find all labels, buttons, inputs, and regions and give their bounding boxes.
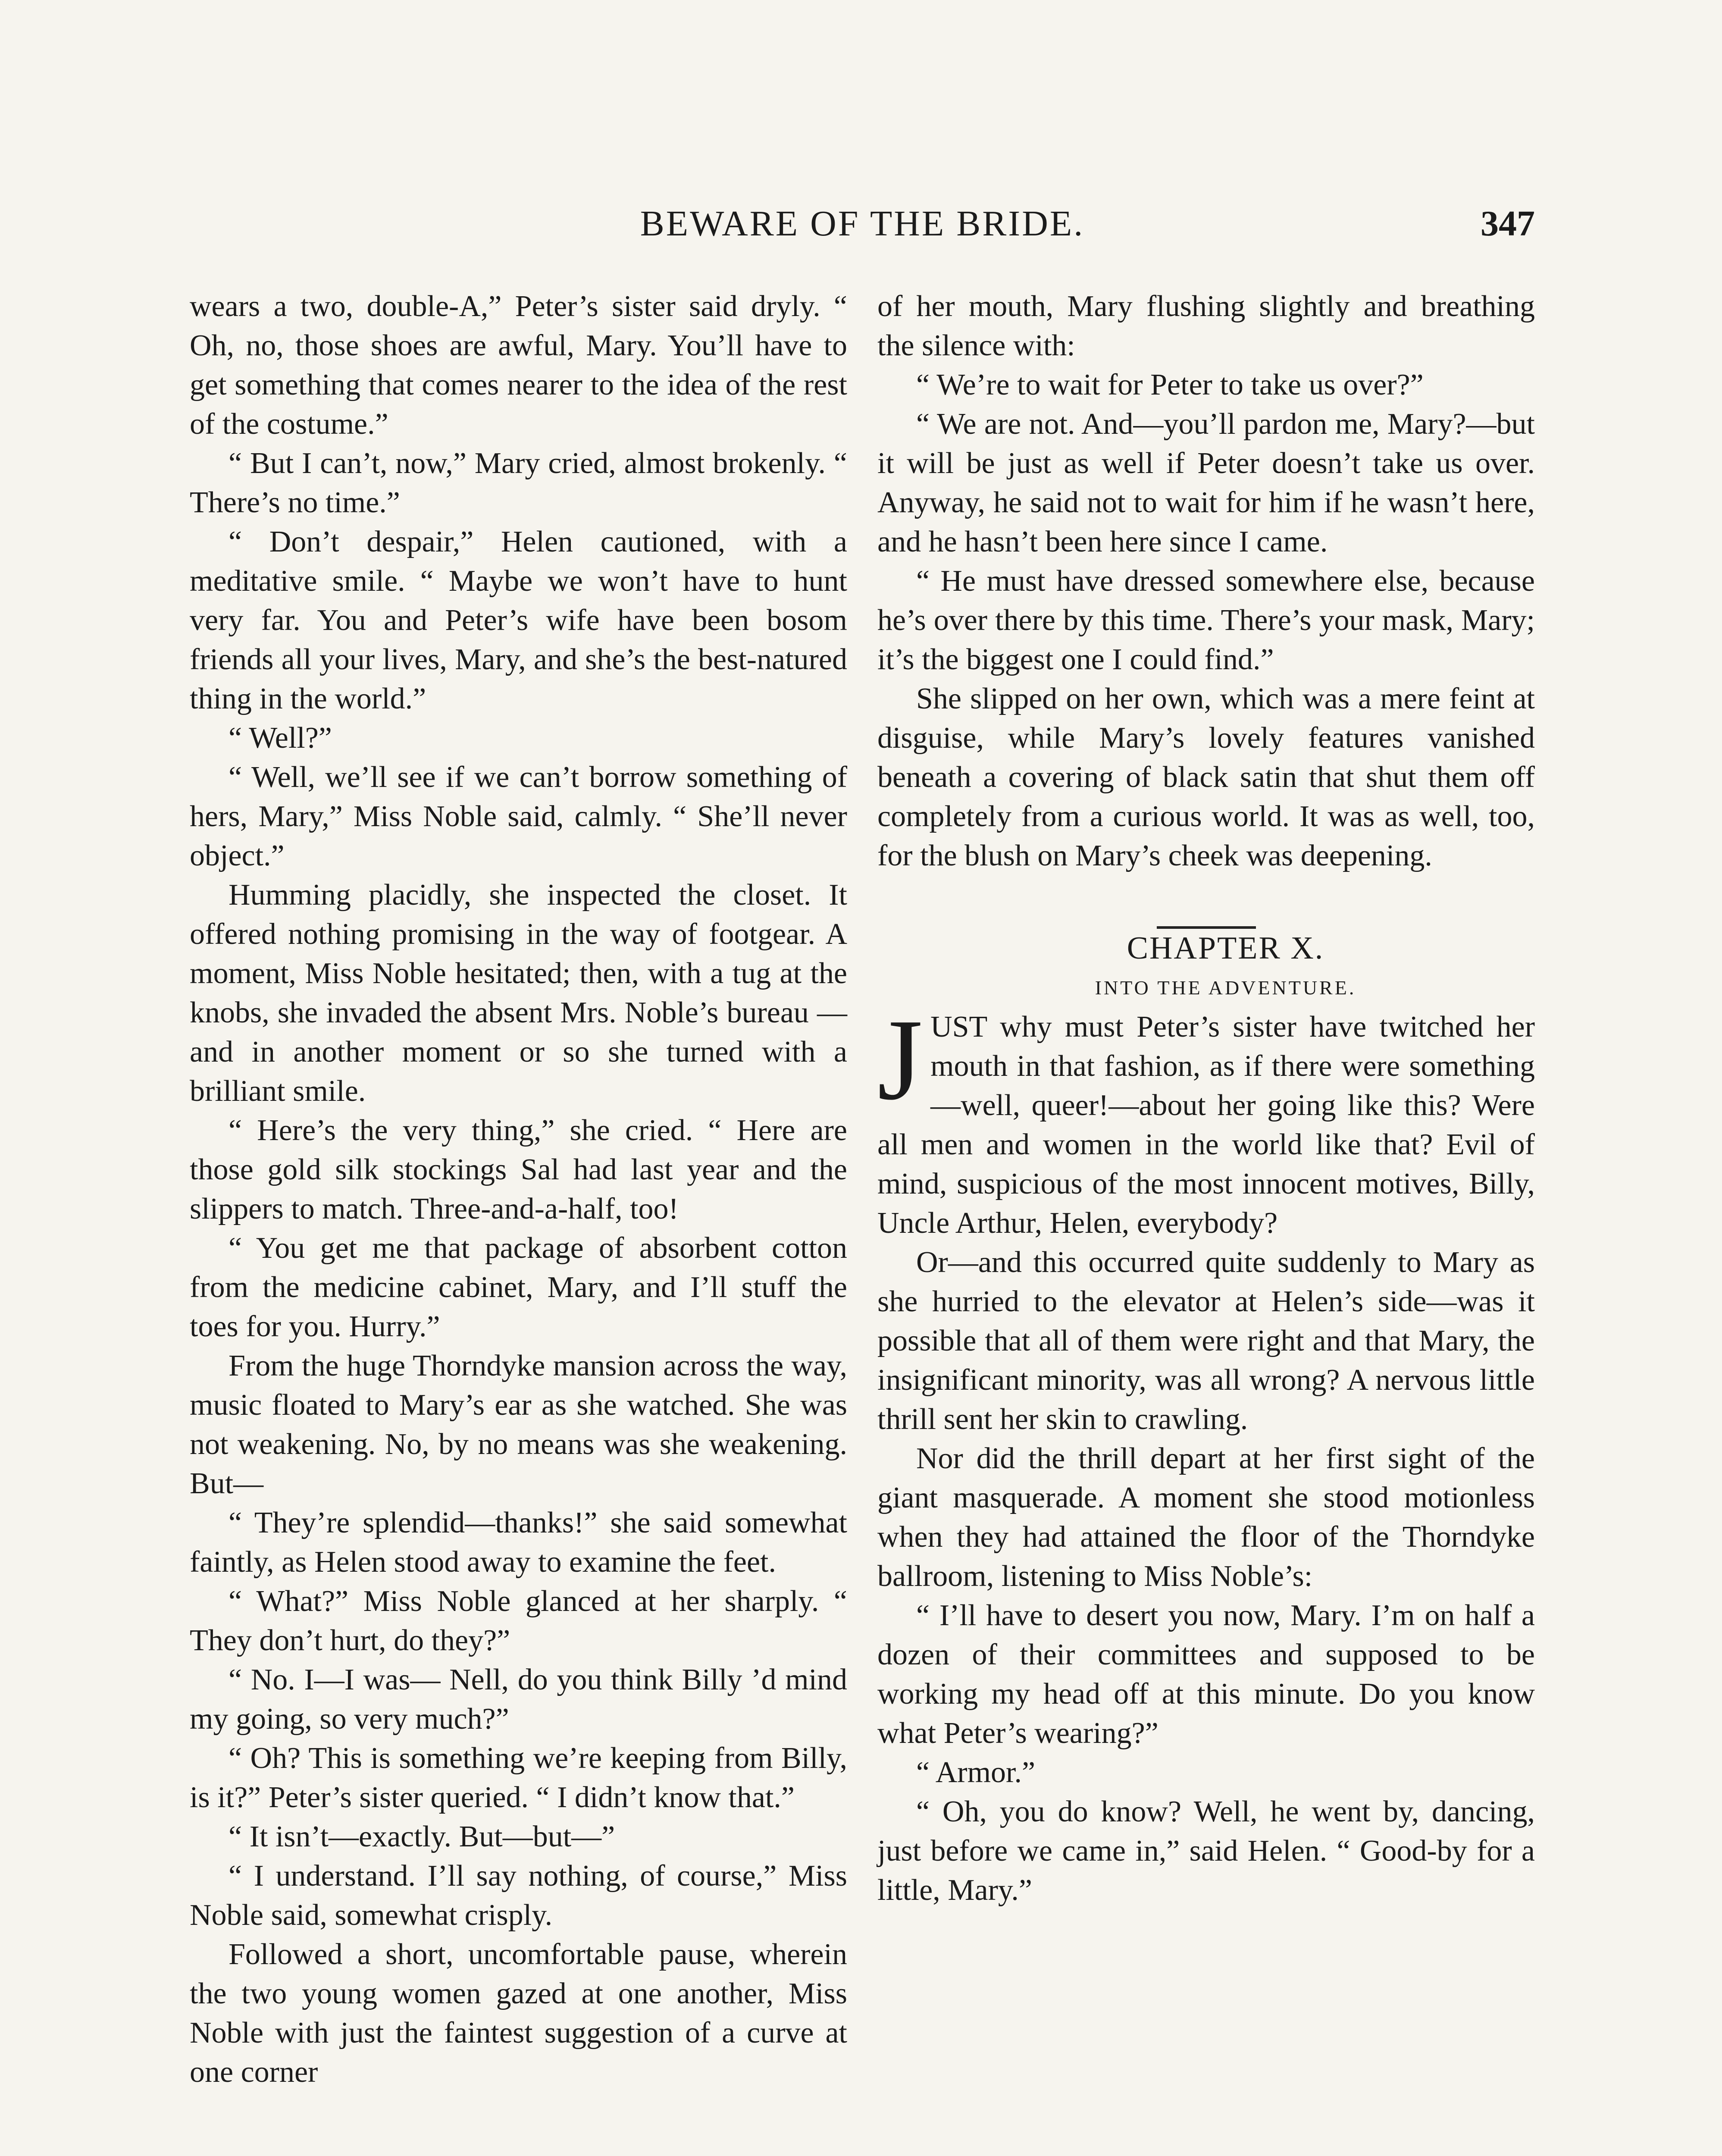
paragraph: “ They’re splendid—thanks!” she said somewhat faintly, as Helen stood away to examine the feet. xyxy=(190,1506,847,1579)
paragraph: “ It isn’t—exactly. But—but—” xyxy=(229,1820,615,1853)
paragraph: “ Oh, you do know? Well, he went by, dancing, just before we came in,” said Helen. “ Good-by for a little, Mary.” xyxy=(877,1795,1535,1907)
chapter-subtitle: INTO THE ADVENTURE. xyxy=(1095,977,1356,999)
paragraph: “ Oh? This is something we’re keeping from Billy, is it?” Peter’s sister queried. “ I didn’t know that.” xyxy=(190,1742,847,1814)
paragraph: “ He must have dressed somewhere else, because he’s over there by this time. There’s your mask, Mary; it’s the biggest one I could find.” xyxy=(877,564,1535,676)
paragraph: From the huge Thorndyke mansion across the way, music floated to Mary’s ear as she watched. She was not weakening. No, by no means was she weakening. But— xyxy=(190,1349,847,1500)
chapter-opening-paragraph xyxy=(877,995,1535,1243)
paragraph: of her mouth, Mary flushing slightly and breathing the silence with: xyxy=(877,290,1535,362)
paragraph: Or—and this occurred quite suddenly to Mary as she hurried to the elevator at Helen’s side—was it possible that all of them were right and that Mary, the insignificant minority, was all wrong? A nervous little thrill sent her skin to crawling. xyxy=(877,1246,1535,1436)
paragraph: “ Well?” xyxy=(229,721,332,755)
page-header xyxy=(190,203,1535,267)
paragraph: “ We are not. And—you’ll pardon me, Mary?—but it will be just as well if Peter doesn’t take us over. Anyway, he said not to wait for him if he wasn’t here, and he hasn’t been here since I came. xyxy=(877,407,1535,558)
paragraph: Followed a short, uncomfortable pause, wherein the two young women gazed at one another, Miss Noble with just the faintest suggestion of a curve at one corner xyxy=(190,1938,847,2089)
page-number: 347 xyxy=(1481,204,1535,244)
paragraph: “ You get me that package of absorbent cotton from the medicine cabinet, Mary, and I’ll stuff the toes for you. Hurry.” xyxy=(190,1232,847,1343)
paragraph: “ Well, we’ll see if we can’t borrow something of hers, Mary,” Miss Noble said, calmly. “ She’ll never object.” xyxy=(190,761,847,872)
opening-text: UST why must Peter’s sister have twitched her mouth in that fashion, as if there were something—well, queer!—about her going like this? Were all men and women in the world like that? Evil of mind, suspicious of the most innocent motives, Billy, Uncle Arthur, Helen, everybody? xyxy=(877,1010,1535,1240)
right-column xyxy=(877,287,1535,1910)
paragraph: “ Armor.” xyxy=(916,1756,1036,1789)
paragraph: Nor did the thrill depart at her first sight of the giant masquerade. A moment she stood motionless when they had attained the floor of the Thorndyke ballroom, listening to Miss Noble’s: xyxy=(877,1442,1535,1593)
left-column xyxy=(190,287,847,2092)
running-title: BEWARE OF THE BRIDE. xyxy=(640,204,1085,244)
paragraph: She slipped on her own, which was a mere feint at disguise, while Mary’s lovely features vanished beneath a covering of black satin that shut them off completely from a curious world. It was as well, too, for the blush on Mary’s cheek was deepening. xyxy=(877,682,1535,872)
paragraph: Humming placidly, she inspected the closet. It offered nothing promising in the way of footgear. A moment, Miss Noble hesitated; then, with a tug at the knobs, she invaded the absent Mrs. Noble’s bureau —and in another moment or so she turned with a brilliant smile. xyxy=(190,878,847,1108)
drop-cap: J xyxy=(877,995,923,1124)
paragraph: “ I’ll have to desert you now, Mary. I’m on half a dozen of their committees and supposed to be working my head off at this minute. Do you know what Peter’s wearing?” xyxy=(877,1599,1535,1750)
paragraph: “ We’re to wait for Peter to take us over?” xyxy=(916,368,1424,401)
paragraph: “ What?” Miss Noble glanced at her sharply. “ They don’t hurt, do they?” xyxy=(190,1585,847,1657)
paragraph: “ No. I—I was— Nell, do you think Billy ’d mind my going, so very much?” xyxy=(190,1663,847,1736)
paragraph: “ Don’t despair,” Helen cautioned, with a meditative smile. “ Maybe we won’t have to hunt very far. You and Peter’s wife have been bosom friends all your lives, Mary, and she’s the best-natured thing in the world.” xyxy=(190,525,847,715)
chapter-title: CHAPTER X. xyxy=(1127,931,1324,966)
paragraph: “ I understand. I’ll say nothing, of course,” Miss Noble said, somewhat crisply. xyxy=(190,1859,847,1932)
paragraph: “ Here’s the very thing,” she cried. “ Here are those gold silk stockings Sal had last year and the slippers to match. Three-and-a-half, too! xyxy=(190,1114,847,1225)
paragraph: “ But I can’t, now,” Mary cried, almost brokenly. “ There’s no time.” xyxy=(190,447,847,519)
paragraph: wears a two, double-A,” Peter’s sister said dryly. “ Oh, no, those shoes are awful, Mary. You’ll have to get something that comes nearer to the idea of the rest of the costume.” xyxy=(190,290,847,441)
